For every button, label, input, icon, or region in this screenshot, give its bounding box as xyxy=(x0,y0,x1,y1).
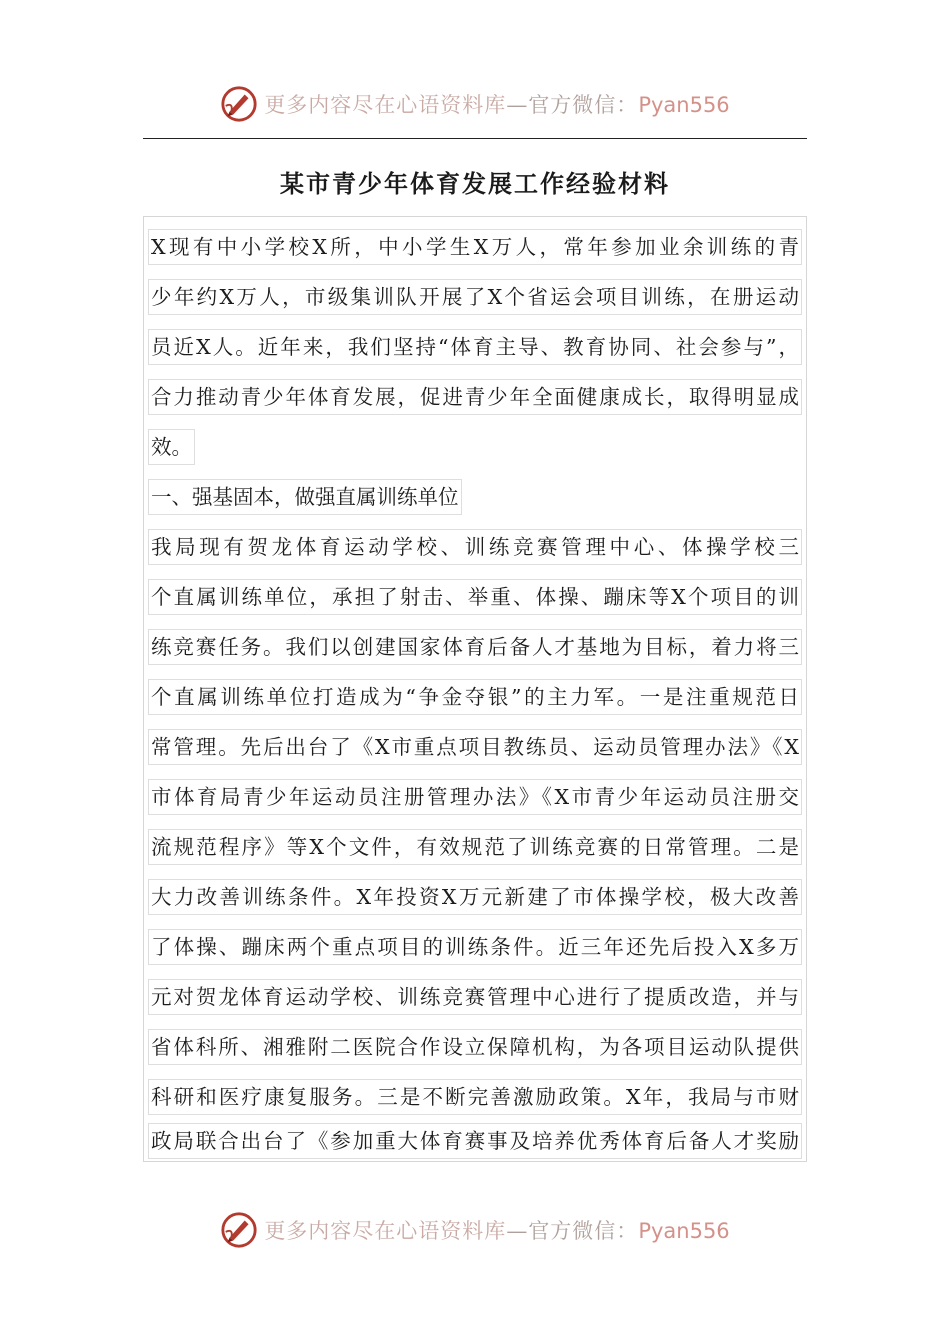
text-line: 效。 xyxy=(148,429,195,463)
text-line: 合力推动青少年体育发展，促进青少年全面健康成长，取得明显成 xyxy=(148,379,802,413)
text-line: 政局联合出台了《参加重大体育赛事及培养优秀体育后备人才奖励 xyxy=(148,1123,802,1157)
text-line: X现有中小学校X所，中小学生X万人，常年参加业余训练的青 xyxy=(148,229,802,263)
document-body xyxy=(143,216,807,1162)
text-line: 元对贺龙体育运动学校、训练竞赛管理中心进行了提质改造，并与 xyxy=(148,979,802,1013)
section-heading: 一、强基固本，做强直属训练单位 xyxy=(148,479,462,513)
text-line: 个直属训练单位，承担了射击、举重、体操、蹦床等X个项目的训 xyxy=(148,579,802,613)
banner-wechat-id: Pyan556 xyxy=(638,1219,730,1243)
banner-wechat-label: —官方微信： xyxy=(506,93,639,117)
footer-banner xyxy=(0,1208,950,1252)
banner-text xyxy=(264,89,729,119)
text-line: 个直属训练单位打造成为“争金夺银”的主力军。一是注重规范日 xyxy=(148,679,802,713)
header-banner xyxy=(0,82,950,126)
banner-text xyxy=(264,1215,729,1245)
banner-site-text: 更多内容尽在心语资料库 xyxy=(264,93,507,117)
text-line: 流规范程序》等X个文件，有效规范了训练竞赛的日常管理。二是 xyxy=(148,829,802,863)
document-title: 某市青少年体育发展工作经验材料 xyxy=(280,169,670,198)
header-divider xyxy=(143,138,807,139)
pen-logo-icon xyxy=(220,1211,258,1249)
text-line: 常管理。先后出台了《X市重点项目教练员、运动员管理办法》《X xyxy=(148,729,802,763)
text-line: 员近X人。近年来，我们坚持“体育主导、教育协同、社会参与”， xyxy=(148,329,802,363)
text-line: 市体育局青少年运动员注册管理办法》《X市青少年运动员注册交 xyxy=(148,779,802,813)
banner-wechat-id: Pyan556 xyxy=(638,93,730,117)
text-line: 大力改善训练条件。X年投资X万元新建了市体操学校，极大改善 xyxy=(148,879,802,913)
banner-site-text: 更多内容尽在心语资料库 xyxy=(264,1219,507,1243)
text-line: 我局现有贺龙体育运动学校、训练竞赛管理中心、体操学校三 xyxy=(148,529,802,563)
text-line: 省体科所、湘雅附二医院合作设立保障机构，为各项目运动队提供 xyxy=(148,1029,802,1063)
text-line: 科研和医疗康复服务。三是不断完善激励政策。X年，我局与市财 xyxy=(148,1079,802,1113)
text-line: 少年约X万人，市级集训队开展了X个省运会项目训练，在册运动 xyxy=(148,279,802,313)
text-line: 了体操、蹦床两个重点项目的训练条件。近三年还先后投入X多万 xyxy=(148,929,802,963)
text-line: 练竞赛任务。我们以创建国家体育后备人才基地为目标，着力将三 xyxy=(148,629,802,663)
pen-logo-icon xyxy=(220,85,258,123)
banner-wechat-label: —官方微信： xyxy=(506,1219,639,1243)
